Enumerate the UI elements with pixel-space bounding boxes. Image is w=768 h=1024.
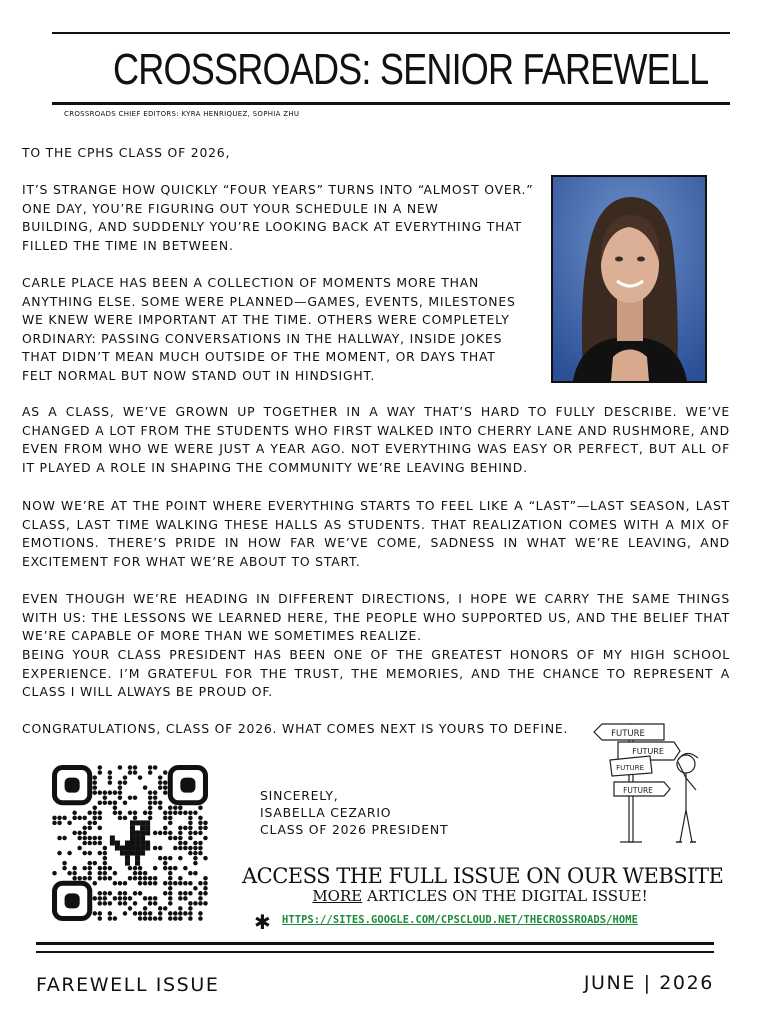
page-title: CROSSROADS: SENIOR FAREWELL bbox=[113, 45, 709, 94]
paragraph-2-line: THAT DIDN’T MEAN MUCH OUTSIDE OF THE MOMENT, OR DAYS THAT bbox=[22, 349, 496, 365]
sign-label: FUTURE bbox=[611, 729, 645, 739]
signoff-role: CLASS OF 2026 PRESIDENT bbox=[260, 822, 449, 837]
signoff-name: ISABELLA CEZARIO bbox=[260, 805, 392, 820]
paragraph-5: EVEN THOUGH WE’RE HEADING IN DIFFERENT DIRECTIONS, I HOPE WE CARRY THE SAME THINGS WITH US: THE LESSONS WE LEARNED HERE, THE PEOPLE WHO SUPPORTED US, AND THE BELIEF THAT WE’RE CAPABLE OF MORE THAN WE SOMETIMES REALIZE. bbox=[22, 591, 730, 644]
paragraph-1 bbox=[22, 181, 542, 255]
footer-rule-top bbox=[36, 942, 714, 945]
paragraph-6: BEING YOUR CLASS PRESIDENT HAS BEEN ONE OF THE GREATEST HONORS OF MY HIGH SCHOOL EXPERIENCE. I’M GRATEFUL FOR THE TRUST, THE MEMORIES, AND THE CHANCE TO REPRESENT A CLASS I WILL ALWAYS BE PROUD OF. bbox=[22, 647, 730, 700]
access-issue-headline: ACCESS THE FULL ISSUE ON OUR WEBSITE bbox=[242, 864, 724, 888]
sign-label: FUTURE bbox=[623, 786, 653, 795]
sign-label: FUTURE bbox=[632, 747, 664, 756]
paragraph-4: NOW WE’RE AT THE POINT WHERE EVERYTHING STARTS TO FEEL LIKE A “LAST”—LAST SEASON, LAST CLASS, LAST TIME WALKING THESE HALLS AS STUDENTS. THAT REALIZATION COMES WITH A MIX OF EMOTIONS. THERE’S PRIDE IN HOW FAR WE’VE COME, SADNESS IN WHAT WE’RE LEAVING, AND EXCITEMENT FOR WHAT WE’RE ABOUT TO START. bbox=[22, 498, 730, 569]
paragraph-2-line: FELT NORMAL BUT NOW STAND OUT IN HINDSIGHT. bbox=[22, 367, 376, 383]
paragraph-2-line: WE KNEW WERE IMPORTANT AT THE TIME. OTHERS WERE COMPLETELY bbox=[22, 312, 510, 328]
paragraph-2 bbox=[22, 274, 542, 386]
portrait-photo bbox=[551, 175, 707, 383]
more-word: MORE bbox=[312, 887, 363, 905]
header-bottom-rule bbox=[52, 102, 730, 105]
sign-label: FUTURE bbox=[616, 764, 644, 772]
chief-editors-credit: CROSSROADS CHIEF EDITORS: KYRA HENRIQUEZ, SOPHIA ZHU bbox=[64, 110, 300, 118]
paragraph-1-line: BUILDING, AND SUDDENLY YOU’RE LOOKING BACK AT EVERYTHING THAT bbox=[22, 219, 522, 235]
paragraph-1-line: ONE DAY, YOU’RE FIGURING OUT YOUR SCHEDULE IN A NEW bbox=[22, 200, 439, 216]
paragraph-1-line: FILLED THE TIME IN BETWEEN. bbox=[22, 237, 234, 253]
qr-code[interactable] bbox=[52, 765, 208, 921]
signoff-closing: SINCERELY, bbox=[260, 788, 339, 803]
paragraph-2-line: ANYTHING ELSE. SOME WERE PLANNED—GAMES, EVENTS, MILESTONES bbox=[22, 293, 516, 309]
salutation: TO THE CPHS CLASS OF 2026, bbox=[22, 145, 231, 160]
header-top-rule bbox=[52, 32, 730, 34]
footer-date: JUNE | 2026 bbox=[583, 972, 714, 994]
more-articles-line bbox=[242, 887, 718, 905]
website-link[interactable]: HTTPS://SITES.GOOGLE.COM/CPSCLOUD.NET/THECROSSROADS/HOME bbox=[282, 914, 638, 926]
paragraph-2-line: ORDINARY: PASSING CONVERSATIONS IN THE HALLWAY, INSIDE JOKES bbox=[22, 330, 503, 346]
paragraph-7: CONGRATULATIONS, CLASS OF 2026. WHAT COMES NEXT IS YOURS TO DEFINE. bbox=[22, 721, 569, 736]
footer-rule-bottom bbox=[36, 951, 714, 953]
paragraph-1-line: IT’S STRANGE HOW QUICKLY “FOUR YEARS” TURNS INTO “ALMOST OVER.” bbox=[22, 182, 534, 197]
paragraph-2-line: CARLE PLACE HAS BEEN A COLLECTION OF MOMENTS MORE THAN bbox=[22, 275, 480, 290]
signoff bbox=[260, 787, 448, 838]
footer-issue-label: FAREWELL ISSUE bbox=[36, 974, 220, 996]
asterisk-icon: ✱ bbox=[254, 910, 271, 934]
paragraph-3: AS A CLASS, WE’VE GROWN UP TOGETHER IN A WAY THAT’S HARD TO FULLY DESCRIBE. WE’VE CHANGED A LOT FROM THE STUDENTS WHO FIRST WALKED INTO CHERRY LANE AND RUSHMORE, AND EVEN FROM WHO WE WERE JUST A YEAR AGO. NOT EVERYTHING WAS EASY OR PERFECT, BUT ALL OF IT PLAYED A ROLE IN SHAPING THE COMMUNITY WE’RE LEAVING BEHIND. bbox=[22, 404, 730, 475]
signpost-illustration bbox=[592, 718, 722, 846]
more-rest: ARTICLES ON THE DIGITAL ISSUE! bbox=[362, 887, 648, 905]
